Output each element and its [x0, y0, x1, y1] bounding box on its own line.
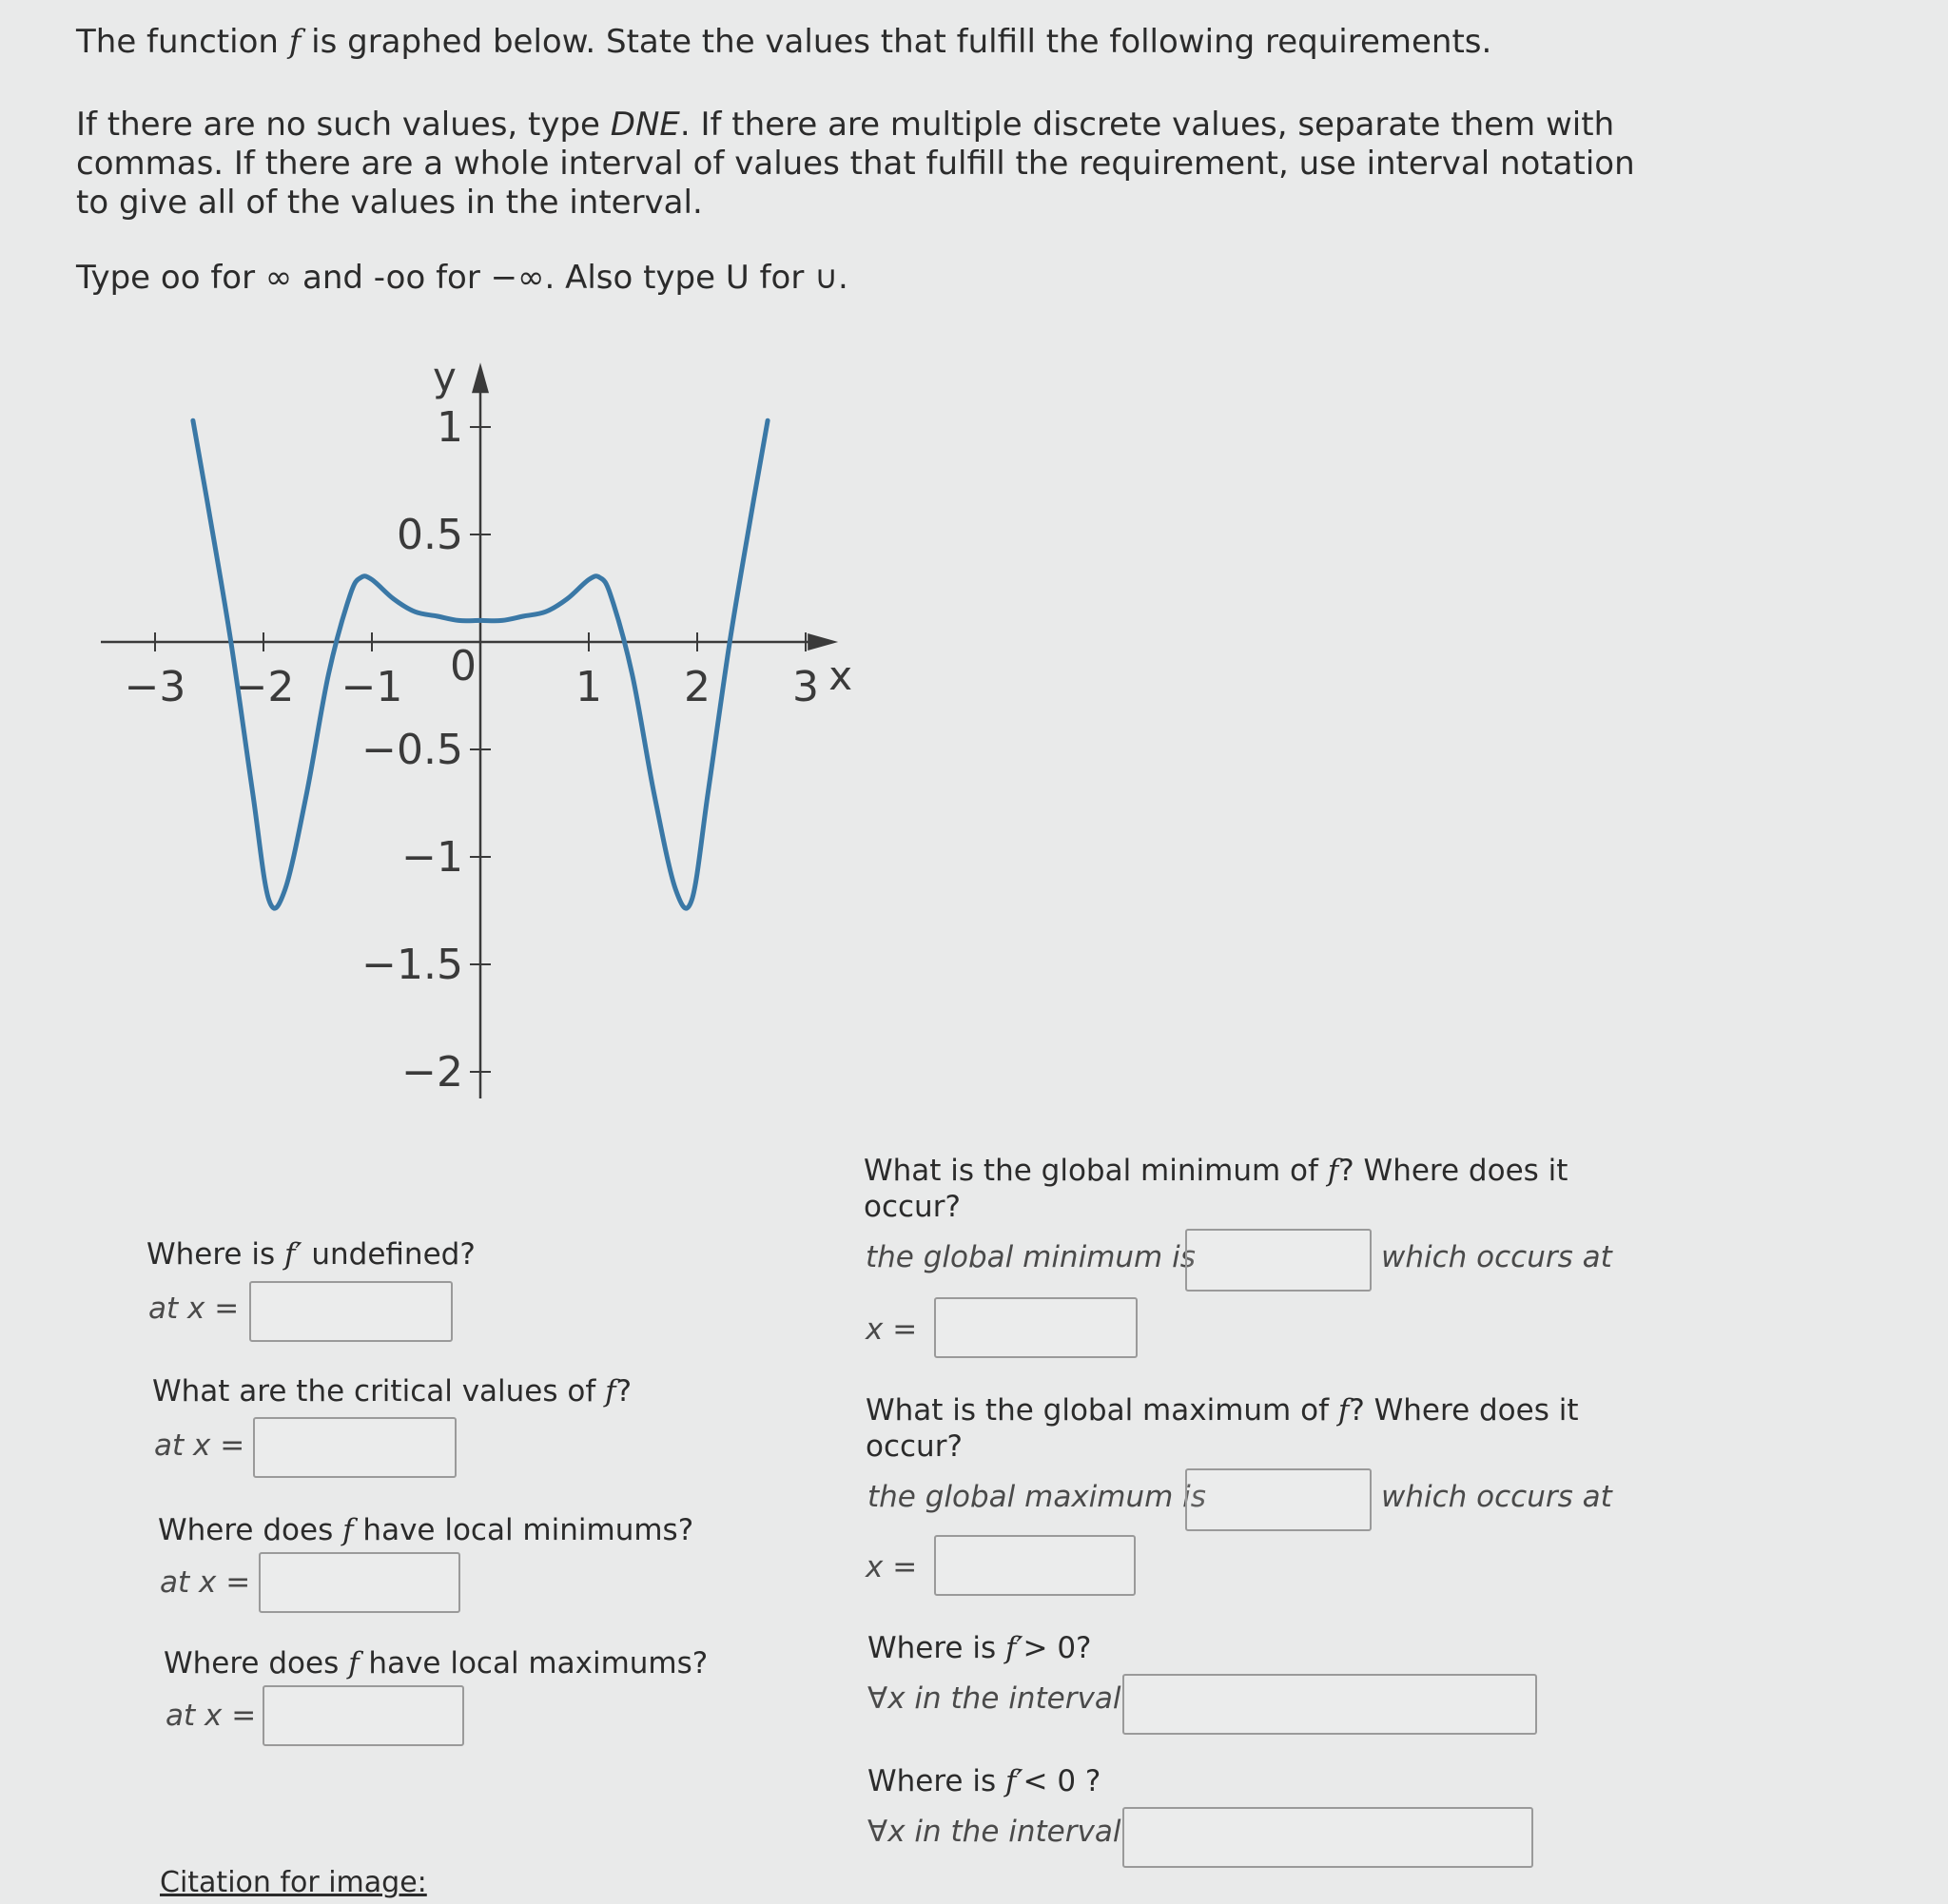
y-tick-label: −0.5 [361, 726, 463, 774]
at-x-label: at x = [148, 1292, 240, 1326]
x-axis-label: x [828, 652, 853, 699]
global-minimum-label: the global minimum is [866, 1240, 1196, 1274]
x-tick-label: −2 [232, 663, 295, 711]
question-text: ? Where does it occur? [864, 1154, 1568, 1224]
x-tick-label: −3 [124, 663, 186, 711]
fprime-positive-interval-input[interactable] [1122, 1674, 1537, 1735]
question-text: > 0? [1023, 1631, 1092, 1665]
function-symbol: f [348, 1646, 360, 1681]
local-maximums-input[interactable] [263, 1685, 464, 1746]
question-fprime-undefined [146, 1236, 476, 1273]
y-axis-label: y [433, 354, 457, 401]
question-local-maximums [164, 1645, 708, 1681]
intro-text: is graphed below. State the values that fulfill the following requirements. [301, 23, 1492, 61]
function-symbol: f [288, 23, 302, 61]
question-text: ? Where does it occur? [866, 1393, 1579, 1464]
y-tick-label: −2 [401, 1048, 463, 1097]
question-text: Where does [158, 1513, 343, 1547]
fprime-negative-interval-input[interactable] [1122, 1807, 1533, 1868]
x-tick-label: 1 [575, 663, 602, 711]
citation-link[interactable]: Citation for image: [160, 1866, 427, 1899]
question-text: ? [615, 1374, 633, 1409]
question-fprime-positive [867, 1630, 1092, 1666]
instructions-line-1 [76, 23, 1674, 62]
critical-values-input[interactable] [253, 1417, 457, 1478]
fprime-symbol: f′ [1004, 1764, 1023, 1798]
instructions-paragraph-3: Type oo for ∞ and -oo for −∞. Also type U for ∪. [76, 259, 848, 297]
global-maximum-location-input[interactable] [934, 1535, 1136, 1596]
question-text: undefined? [302, 1237, 476, 1272]
question-text: What is the global minimum of [864, 1154, 1328, 1188]
y-tick-label: −1 [401, 833, 463, 882]
function-graph [90, 338, 880, 1098]
local-minimums-input[interactable] [259, 1552, 460, 1613]
x-tick-label: 0 [450, 642, 477, 690]
question-text: have local minimums? [353, 1513, 694, 1547]
global-minimum-value-input[interactable] [1185, 1229, 1372, 1292]
x-axis-arrow [808, 633, 838, 651]
fprime-undefined-input[interactable] [249, 1281, 453, 1342]
x-tick-label: 3 [792, 663, 819, 711]
question-text: What is the global maximum of [866, 1393, 1338, 1428]
question-text: Where is [867, 1631, 1005, 1665]
y-tick-label: 0.5 [397, 511, 463, 559]
question-global-maximum [866, 1392, 1588, 1465]
question-text: have local maximums? [359, 1646, 709, 1681]
intro-text: . If there are multiple discrete values, separate them with commas. If there are a whole interval of values that fulfill the requirement, use interval notation to give all of the values in the interval. [76, 106, 1635, 222]
x-equals-label: x = [866, 1312, 918, 1347]
x-tick-label: 2 [684, 663, 711, 711]
interval-label: ∀x in the interval [867, 1815, 1121, 1849]
at-x-label: at x = [160, 1565, 251, 1600]
fprime-symbol: f′ [1004, 1631, 1023, 1665]
y-axis-arrow [472, 362, 489, 393]
interval-label: ∀x in the interval [867, 1681, 1121, 1716]
global-maximum-label: the global maximum is [867, 1480, 1206, 1514]
global-minimum-location-input[interactable] [934, 1297, 1138, 1358]
x-tick-label: −1 [341, 663, 403, 711]
question-text: < 0 ? [1023, 1764, 1101, 1798]
question-text: Where is [146, 1237, 284, 1272]
function-symbol: f [1327, 1154, 1339, 1188]
global-maximum-value-input[interactable] [1185, 1468, 1372, 1531]
x-equals-label: x = [866, 1550, 918, 1584]
occurs-at-label: which occurs at [1381, 1240, 1612, 1274]
occurs-at-label: which occurs at [1381, 1480, 1612, 1514]
question-text: What are the critical values of [152, 1374, 606, 1409]
fprime-symbol: f′ [283, 1237, 302, 1272]
question-text: Where is [867, 1764, 1005, 1798]
function-symbol: f [1337, 1393, 1350, 1428]
function-symbol: f [605, 1374, 616, 1409]
y-tick-label: 1 [437, 403, 463, 452]
question-fprime-negative [867, 1763, 1101, 1799]
intro-text: If there are no such values, type [76, 106, 611, 144]
at-x-label: at x = [166, 1699, 257, 1733]
question-text: Where does [164, 1646, 349, 1681]
function-symbol: f [342, 1513, 354, 1547]
at-x-label: at x = [154, 1428, 245, 1463]
question-global-minimum [864, 1153, 1587, 1225]
question-critical-values [152, 1373, 632, 1409]
instructions-paragraph-2 [76, 106, 1674, 223]
dne-keyword: DNE [610, 106, 680, 144]
intro-text: The function [76, 23, 289, 61]
question-local-minimums [158, 1512, 693, 1548]
y-tick-label: −1.5 [361, 941, 463, 989]
